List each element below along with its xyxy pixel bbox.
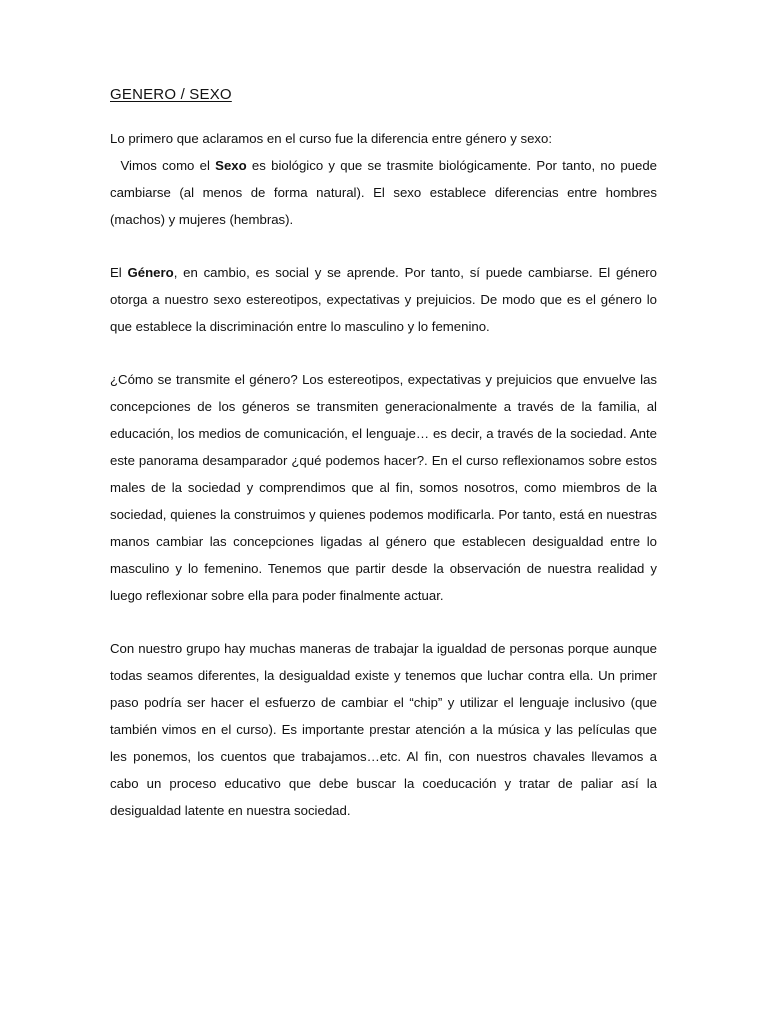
document-page bbox=[110, 86, 657, 850]
paragraph-text: Vimos como el bbox=[110, 158, 216, 173]
paragraph-text: , en cambio, es social y se aprende. Por tanto, sí puede cambiarse. El género otorga a nuestro sexo estereotipos, expectativas y prejuicios. De modo que es el género lo que establece la discriminación entre lo masculino y lo femenino. bbox=[110, 265, 658, 334]
paragraph-text: El bbox=[110, 265, 128, 280]
paragraph-genero bbox=[110, 259, 657, 340]
paragraph-transmision: ¿Cómo se transmite el género? Los estereotipos, expectativas y prejuicios que envuelve las concepciones de los géneros se transmiten generacionalmente a través de la familia, al educación, los medios de comunicación, el lenguaje… es decir, a través de la sociedad. Ante este panorama desamparador ¿qué podemos hacer?. En el curso reflexionamos sobre estos males de la sociedad y comprendimos que al fin, somos nosotros, como miembros de la sociedad, quienes la construimos y quienes podemos modificarla. Por tanto, está en nuestras manos cambiar las concepciones ligadas al género que establecen desigualdad entre lo masculino y lo femenino. Tenemos que partir desde la observación de nuestra realidad y luego reflexionar sobre ella para poder finalmente actuar. bbox=[110, 372, 657, 603]
document-title bbox=[110, 86, 657, 103]
title-text: GENERO / SEXO bbox=[110, 86, 232, 103]
paragraph-sexo bbox=[110, 125, 657, 233]
bold-term-sexo: Sexo bbox=[215, 158, 247, 173]
paragraph-grupo: Con nuestro grupo hay muchas maneras de trabajar la igualdad de personas porque aunque todas seamos diferentes, la desigualdad existe y tenemos que luchar contra ella. Un primer paso podría ser hacer el esfuerzo de cambiar el “chip” y utilizar el lenguaje inclusivo (que también vimos en el curso). Es importante prestar atención a la música y las películas que les ponemos, los cuentos que trabajamos…etc. Al fin, con nuestros chavales llevamos a cabo un proceso educativo que debe buscar la coeducación y tratar de paliar así la desigualdad latente en nuestra sociedad. bbox=[110, 641, 657, 818]
intro-line: Lo primero que aclaramos en el curso fue la diferencia entre género y sexo: bbox=[110, 131, 553, 146]
paragraph-text: es biológico y que se trasmite biológicamente. Por tanto, no puede cambiarse (al menos de forma natural). El sexo establece diferencias entre hombres (machos) y mujeres (hembras). bbox=[110, 158, 658, 227]
bold-term-genero: Género bbox=[127, 265, 174, 280]
